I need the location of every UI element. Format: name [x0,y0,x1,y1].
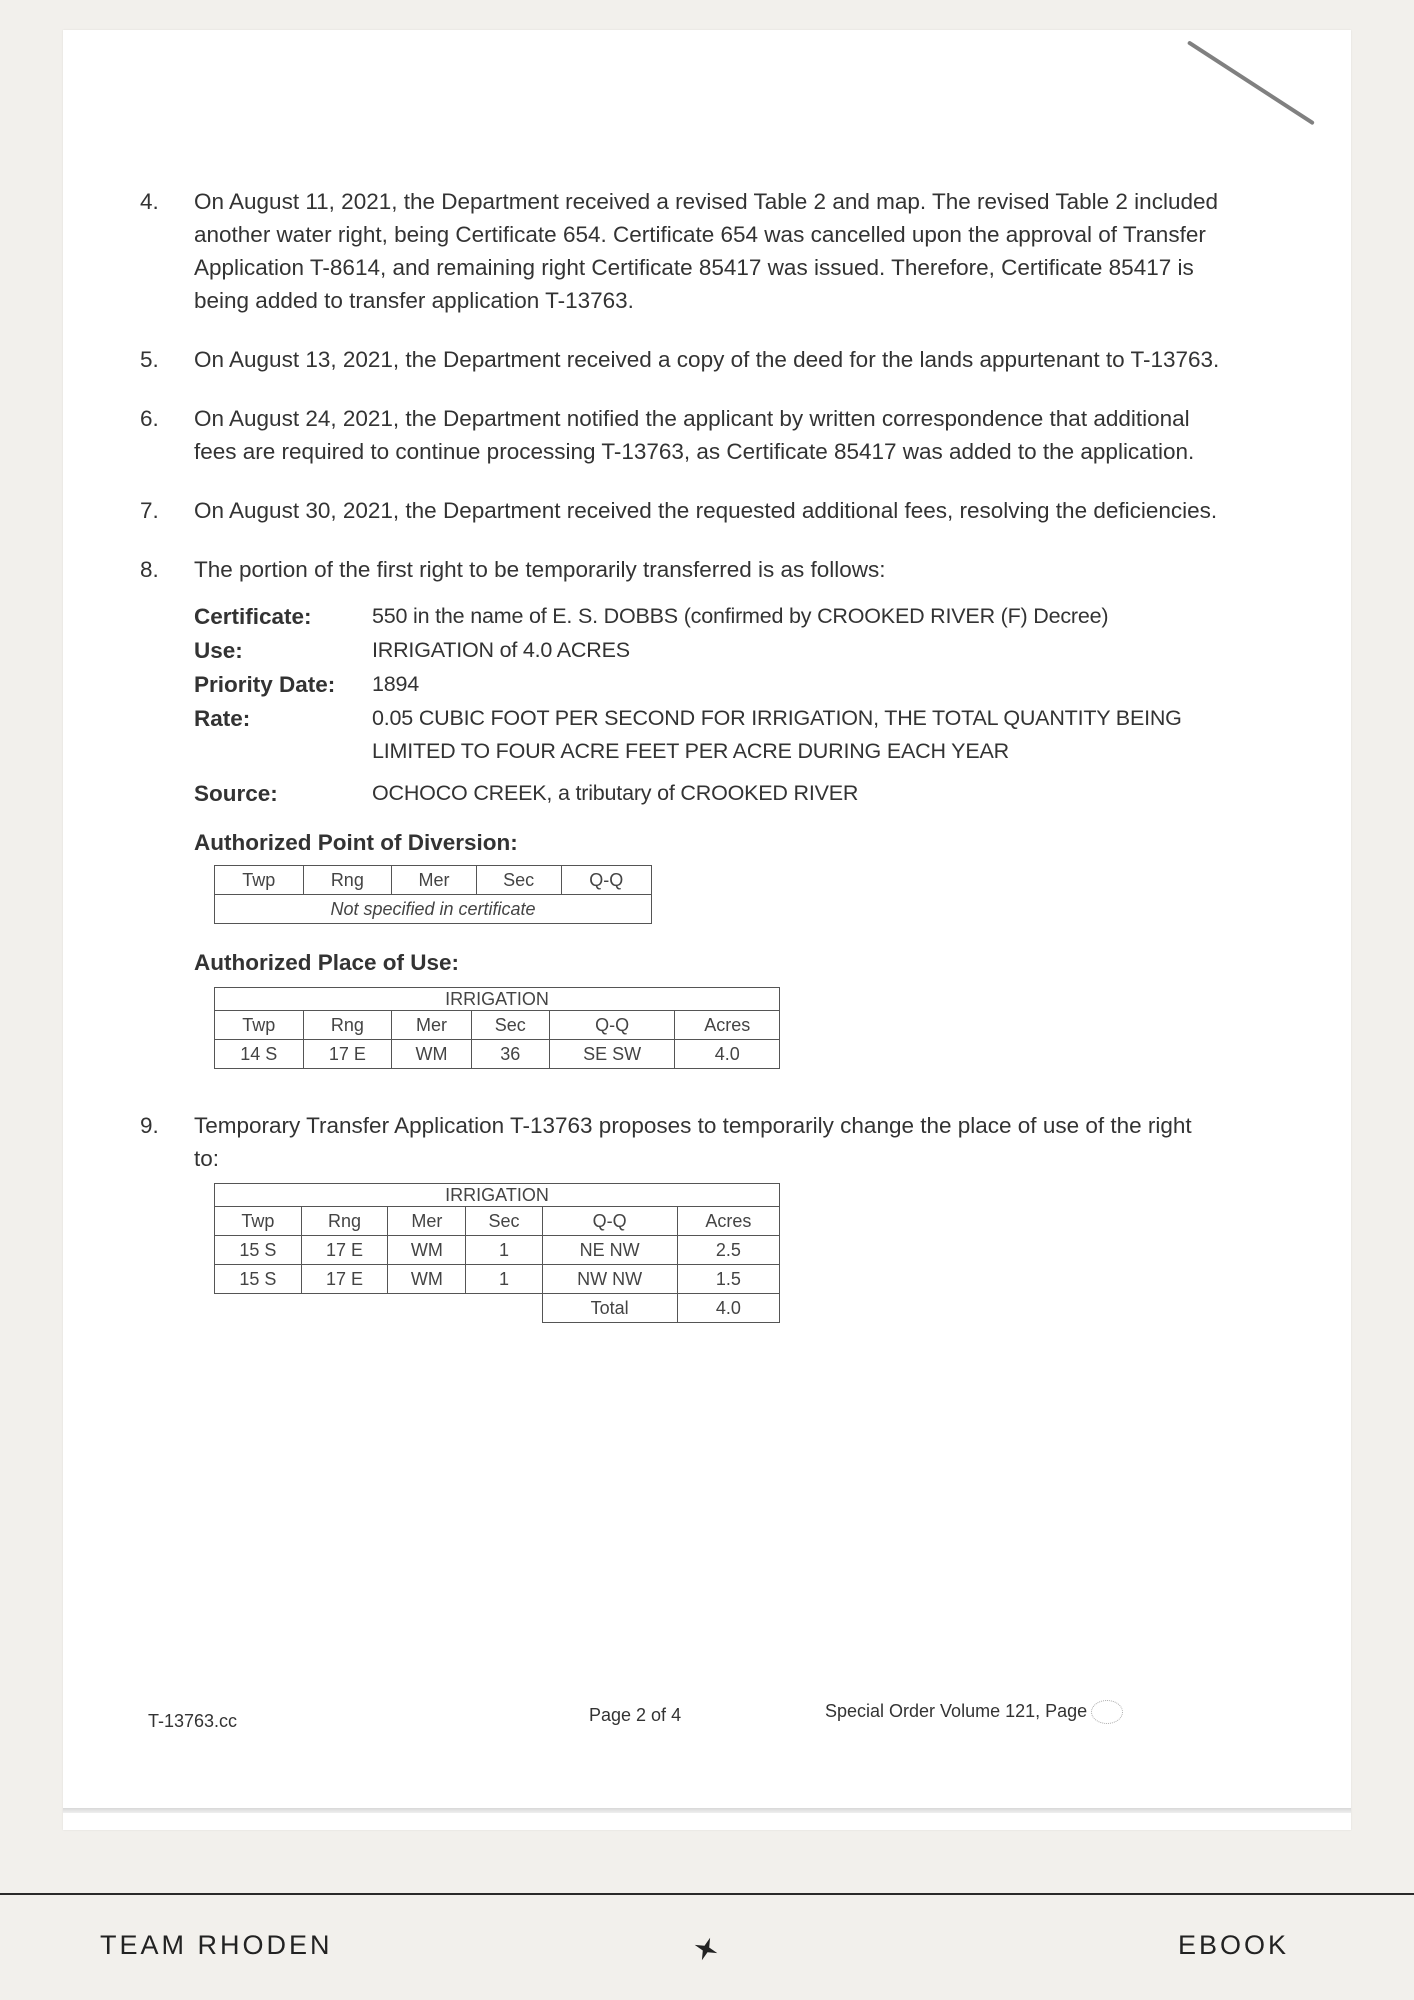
file-reference: T-13763.cc [148,1711,238,1731]
source-value: OCHOCO CREEK, a tributary of CROOKED RIVER [372,781,859,805]
table-cell: NE NW [542,1236,677,1265]
pou-table [214,987,780,1069]
table-header: Rng [303,866,392,895]
table-cell: 17 E [301,1265,388,1294]
table-header: Acres [675,1011,780,1040]
proposed-table [214,1183,780,1323]
table-row [215,1294,780,1323]
page-number: Page 2 of 4 [589,1705,682,1725]
footer-divider [0,1893,1414,1895]
brand-name: TEAM RHODEN [100,1930,333,1960]
table-cell: 2.5 [677,1236,779,1265]
star-icon [690,1933,722,1965]
item-text: On August 13, 2021, the Department received a copy of the deed for the lands appurtenant to T-13763. [194,347,1220,372]
item-text: On August 30, 2021, the Department received the requested additional fees, resolving the deficiencies. [194,498,1218,523]
table-row [215,866,652,895]
table-header: Q-Q [561,866,651,895]
table-cell: 1.5 [677,1265,779,1294]
table-caption: IRRIGATION [215,1184,780,1207]
table-row [215,1184,780,1207]
table-row [215,1265,780,1294]
pod-note: Not specified in certificate [215,895,652,924]
table-header: Q-Q [542,1207,677,1236]
list-item [140,402,1220,468]
table-row [215,895,652,924]
item-number: 5. [140,347,159,372]
use-label: Use: [194,638,243,663]
table-header: Sec [466,1207,542,1236]
stamp-icon [1091,1700,1123,1724]
pod-table [214,865,652,924]
table-cell: WM [388,1236,466,1265]
pod-heading: Authorized Point of Diversion: [194,830,518,855]
table-header: Rng [301,1207,388,1236]
priority-label: Priority Date: [194,672,336,697]
table-row [215,1011,780,1040]
table-header: Sec [471,1011,549,1040]
table-header: Q-Q [549,1011,675,1040]
table-header: Mer [392,1011,472,1040]
item-text: On August 24, 2021, the Department notified the applicant by written correspondence that additional fees are required to continue processing T-13763, as Certificate 85417 was added to the application. [194,406,1195,464]
document-body [140,185,1220,1323]
table-cell: 15 S [215,1265,302,1294]
list-item [140,1109,1220,1323]
table-row [215,988,780,1011]
list-item [140,494,1220,527]
table-cell: 15 S [215,1236,302,1265]
table-cell: 36 [471,1040,549,1069]
item-number: 8. [140,557,159,582]
table-cell: 4.0 [675,1040,780,1069]
rate-label: Rate: [194,706,251,731]
item-number: 7. [140,498,159,523]
table-cell: 17 E [301,1236,388,1265]
item-text: The portion of the first right to be temporarily transferred is as follows: [194,557,886,582]
rate-value: 0.05 CUBIC FOOT PER SECOND FOR IRRIGATION, THE TOTAL QUANTITY BEING LIMITED TO FOUR ACRE FEET PER ACRE DURING EACH YEAR [372,706,1182,763]
table-cell: NW NW [542,1265,677,1294]
right-details [194,600,1220,810]
table-header: Twp [215,1011,304,1040]
volume-text: Special Order Volume 121, Page [825,1700,1088,1721]
certificate-value: 550 in the name of E. S. DOBBS (confirmed by CROOKED RIVER (F) Decree) [372,604,1109,628]
page-edge [63,1808,1351,1813]
item-text: On August 11, 2021, the Department received a revised Table 2 and map. The revised Table 2 included another water right, being Certificate 654. Certificate 654 was cancelled upon the approval of Transfer Application T-8614, and remaining right Certificate 85417 was issued. Therefore, Certificate 85417 is being added to transfer application T-13763. [194,189,1218,313]
total-value: 4.0 [677,1294,779,1323]
item-number: 6. [140,406,159,431]
source-label: Source: [194,781,278,806]
table-caption: IRRIGATION [215,988,780,1011]
list-item [140,185,1220,317]
table-row [215,1207,780,1236]
table-row [215,1236,780,1265]
priority-value: 1894 [372,672,420,696]
table-cell: SE SW [549,1040,675,1069]
list-item [140,553,1220,1069]
table-header: Acres [677,1207,779,1236]
pou-heading: Authorized Place of Use: [194,950,460,975]
table-header: Sec [476,866,561,895]
list-item [140,343,1220,376]
table-cell: 14 S [215,1040,304,1069]
table-cell: 1 [466,1265,542,1294]
item-text: Temporary Transfer Application T-13763 proposes to temporarily change the place of use of the right to: [194,1113,1192,1171]
table-cell: 17 E [303,1040,392,1069]
item-number: 4. [140,189,159,214]
ebook-label: EBOOK [1177,1930,1289,1960]
table-header: Rng [303,1011,392,1040]
table-header: Mer [388,1207,466,1236]
table-cell: 1 [466,1236,542,1265]
table-row [215,1040,780,1069]
use-value: IRRIGATION of 4.0 ACRES [372,638,630,662]
total-label: Total [542,1294,677,1323]
certificate-label: Certificate: [194,604,312,629]
table-header: Twp [215,1207,302,1236]
item-number: 9. [140,1113,159,1138]
table-cell: WM [388,1265,466,1294]
volume-reference [825,1700,1123,1724]
table-header: Mer [392,866,477,895]
table-cell-empty [215,1294,543,1323]
table-header: Twp [215,866,304,895]
table-cell: WM [392,1040,472,1069]
